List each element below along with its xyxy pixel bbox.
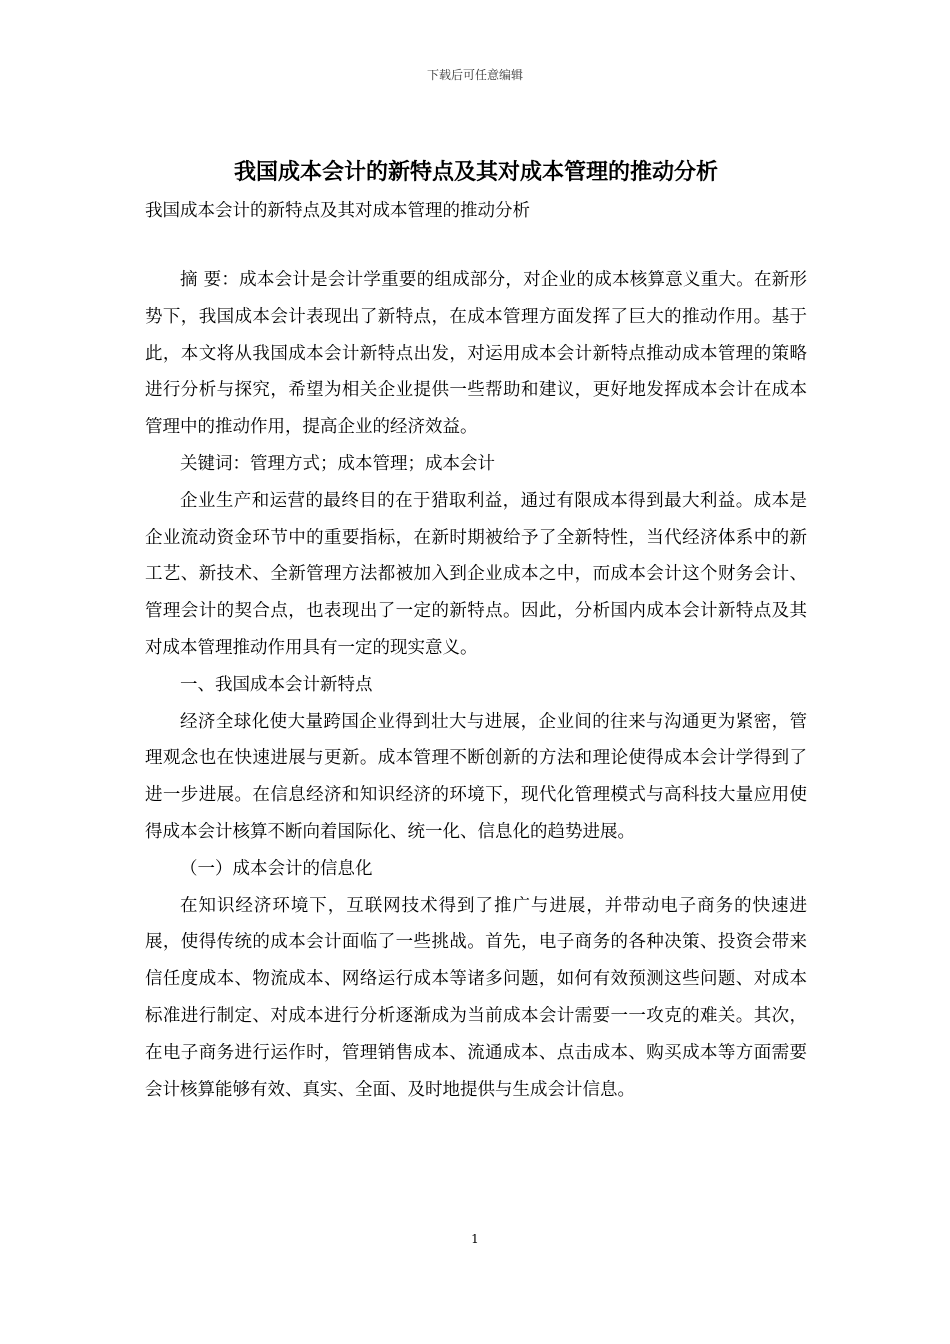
keywords-line: 关键词：管理方式；成本管理；成本会计 [180,453,495,474]
section-paragraph: 经济全球化使大量跨国企业得到壮大与进展，企业间的往来与沟通更为紧密，管理观念也在快速进展与更新。成本管理不断创新的方法和理论使得成本会计学得到了进一步进展。在信息经济和知识经济的环境下，现代化管理模式与高科技大量应用使得成本会计核算不断向着国际化、统一化、信息化的趋势进展。 [145,711,807,842]
document-subtitle: 我国成本会计的新特点及其对成本管理的推动分析 [145,201,530,221]
intro-paragraph: 企业生产和运营的最终目的在于猎取利益，通过有限成本得到最大利益。成本是企业流动资金环节中的重要指标，在新时期被给予了全新特性，当代经济体系中的新工艺、新技术、全新管理方法都被加入到企业成本之中，而成本会计这个财务会计、管理会计的契合点，也表现出了一定的新特点。因此，分析国内成本会计新特点及其对成本管理推动作用具有一定的现实意义。 [145,490,807,658]
abstract-paragraph: 摘 要：成本会计是会计学重要的组成部分，对企业的成本核算意义重大。在新形势下，我国成本会计表现出了新特点，在成本管理方面发挥了巨大的推动作用。基于此，本文将从我国成本会计新特点出发，对运用成本会计新特点推动成本管理的策略进行分析与探究，希望为相关企业提供一些帮助和建议，更好地发挥成本会计在成本管理中的推动作用，提高企业的经济效益。 [145,270,807,438]
page-number: 1 [471,1232,479,1246]
page-header: 下载后可任意编辑 [426,68,523,82]
section-heading: 一、我国成本会计新特点 [180,674,373,695]
document-title: 我国成本会计的新特点及其对成本管理的推动分析 [233,159,718,185]
document-body [145,150,807,1108]
subsection-heading: （一）成本会计的信息化 [180,858,373,879]
subsection-paragraph: 在知识经济环境下，互联网技术得到了推广与进展，并带动电子商务的快速进展，使得传统的成本会计面临了一些挑战。首先，电子商务的各种决策、投资会带来信任度成本、物流成本、网络运行成本等诸多问题，如何有效预测这些问题、对成本标准进行制定、对成本进行分析逐渐成为当前成本会计需要一一攻克的难关。其次，在电子商务进行运作时，管理销售成本、流通成本、点击成本、购买成本等方面需要会计核算能够有效、真实、全面、及时地提供与生成会计信息。 [145,895,807,1100]
